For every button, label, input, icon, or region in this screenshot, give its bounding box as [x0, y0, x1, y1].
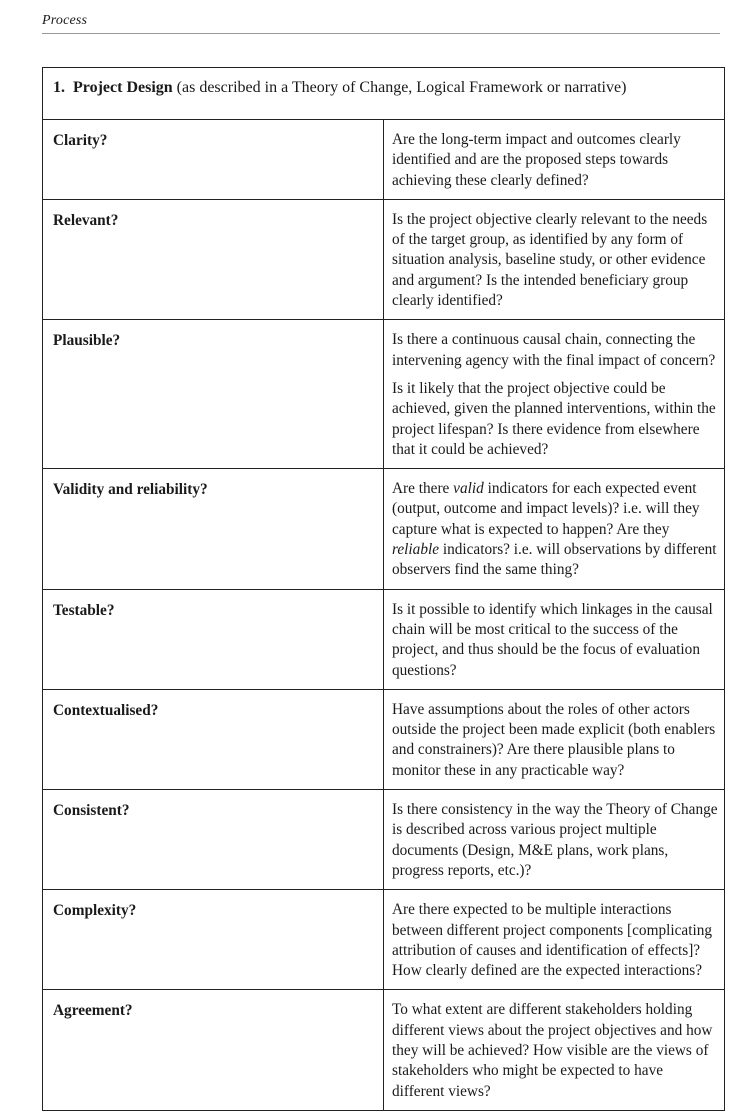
emphasized-term: reliable: [392, 541, 440, 559]
table-row: [43, 790, 725, 890]
question-text: Are there: [392, 480, 454, 498]
question-text: Are there expected to be multiple interactions between different project components [complicating attribution of causes and identification of effects]? How clearly defined are the expected interactions?: [392, 901, 712, 980]
criterion-label: Relevant?: [43, 199, 384, 319]
table-title-row: [43, 68, 725, 120]
criterion-question: [392, 379, 718, 460]
criterion-question: [392, 330, 718, 371]
criterion-question-cell: [384, 890, 725, 990]
criterion-label: Contextualised?: [43, 689, 384, 789]
criterion-question: [392, 1000, 718, 1101]
criterion-question-cell: [384, 990, 725, 1110]
table-row: [43, 589, 725, 689]
criterion-label: Validity and reliability?: [43, 469, 384, 589]
criterion-question-cell: [384, 469, 725, 589]
criterion-question-cell: [384, 199, 725, 319]
question-text: Is it possible to identify which linkages in the causal chain will be most critical to the success of the project, and thus should be the focus of evaluation questions?: [392, 600, 713, 679]
criterion-question: [392, 479, 718, 580]
criterion-label: Consistent?: [43, 790, 384, 890]
criteria-table: [42, 67, 725, 1111]
question-text: Have assumptions about the roles of other actors outside the project been made explicit (both enablers and constrainers)? Are there plausible plans to monitor these in any practicable way?: [392, 700, 716, 779]
criterion-question: [392, 130, 718, 191]
table-row: [43, 990, 725, 1110]
table-row: [43, 199, 725, 319]
criterion-question-cell: [384, 589, 725, 689]
table-row: [43, 469, 725, 589]
criterion-question-cell: [384, 320, 725, 469]
criterion-question-cell: [384, 120, 725, 200]
table-title-cell: [43, 68, 725, 120]
criterion-question: [392, 700, 718, 781]
question-text: Is it likely that the project objective could be achieved, given the planned interventions, within the project lifespan? Is there evidence from elsewhere that it could be achieved?: [392, 379, 716, 458]
emphasized-term: valid: [453, 480, 484, 498]
criterion-question-cell: [384, 689, 725, 789]
header-divider: [42, 33, 720, 34]
question-text: indicators for each expected event (output, outcome and impact levels)? i.e. will they capture what is expected to happen? Are they: [392, 480, 700, 538]
table-row: [43, 689, 725, 789]
question-text: Is the project objective clearly relevant to the needs of the target group, as identified by any form of situation analysis, baseline study, or other evidence and argument? Is the intended beneficiary group clearly identified?: [392, 210, 708, 310]
criterion-question: [392, 600, 718, 681]
table-row: [43, 890, 725, 990]
table-row: [43, 120, 725, 200]
criterion-label: Plausible?: [43, 320, 384, 469]
section-subtitle: (as described in a Theory of Change, Logical Framework or narrative): [176, 79, 627, 96]
criterion-question-cell: [384, 790, 725, 890]
criterion-label: Clarity?: [43, 120, 384, 200]
criterion-label: Agreement?: [43, 990, 384, 1110]
question-text: To what extent are different stakeholders holding different views about the project objectives and how they will be achieved? How visible are the views of stakeholders who might be expected to have different views?: [392, 1001, 713, 1100]
section-number: 1.: [53, 79, 65, 96]
page-section-header: Process: [42, 13, 88, 28]
question-text: Is there consistency in the way the Theory of Change is described across various project multiple documents (Design, M&E plans, work plans, progress reports, etc.)?: [392, 801, 718, 879]
criterion-question: [392, 900, 718, 981]
question-text: Are the long-term impact and outcomes clearly identified and are the proposed steps towards achieving these clearly defined?: [392, 131, 681, 189]
table-row: [43, 320, 725, 469]
question-text: indicators? i.e. will observations by different observers find the same thing?: [392, 541, 717, 579]
question-text: Is there a continuous causal chain, connecting the intervening agency with the final impact of concern?: [392, 331, 716, 369]
criterion-label: Testable?: [43, 589, 384, 689]
criterion-label: Complexity?: [43, 890, 384, 990]
section-title: Project Design: [73, 79, 173, 96]
criterion-question: [392, 210, 718, 311]
criterion-question: [392, 800, 718, 881]
